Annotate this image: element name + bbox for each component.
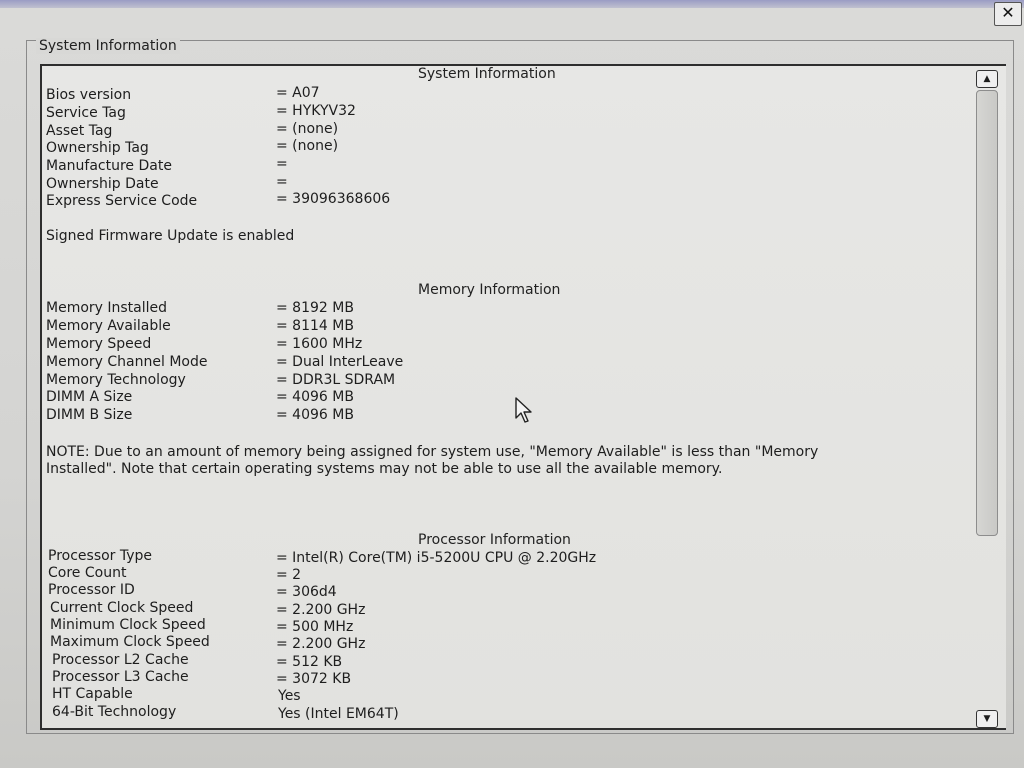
close-icon: ✕ <box>1001 3 1015 22</box>
row-label: Memory Available <box>46 318 171 334</box>
row-label: Processor Type <box>48 548 153 564</box>
row-label: Minimum Clock Speed <box>50 617 206 633</box>
row-value: = 8114 MB <box>276 318 354 334</box>
row-value: = 4096 MB <box>276 389 354 405</box>
row-label: Asset Tag <box>46 123 113 139</box>
arrow-down-icon: ▼ <box>983 714 991 724</box>
row-value: = 512 KB <box>276 654 343 670</box>
row-label: Memory Technology <box>46 372 186 388</box>
mouse-pointer-icon <box>514 396 536 424</box>
row-value: = 2 <box>276 567 302 583</box>
row-label: Ownership Date <box>46 176 159 192</box>
scroll-thumb[interactable] <box>976 90 998 536</box>
row-value: = 8192 MB <box>276 300 354 316</box>
row-value: = Dual InterLeave <box>276 354 404 370</box>
row-label: Manufacture Date <box>46 158 172 174</box>
row-label: Maximum Clock Speed <box>50 634 210 650</box>
row-value: = 39096368606 <box>276 191 391 207</box>
row-label: Express Service Code <box>46 193 198 209</box>
row-label: Processor L3 Cache <box>52 669 189 685</box>
row-label: Memory Speed <box>46 336 152 352</box>
row-label: Processor L2 Cache <box>52 652 189 668</box>
row-value: Yes <box>278 688 301 704</box>
row-value: = 2.200 GHz <box>276 602 366 618</box>
group-title: System Information <box>36 38 180 54</box>
row-label: Processor ID <box>48 582 135 598</box>
close-button[interactable] <box>994 2 1022 26</box>
system-info-heading: System Information <box>418 66 556 82</box>
row-value: = 2.200 GHz <box>276 636 366 652</box>
row-value: = 4096 MB <box>276 407 354 423</box>
row-label: DIMM A Size <box>46 389 133 405</box>
row-label: 64-Bit Technology <box>52 704 177 720</box>
memory-note: NOTE: Due to an amount of memory being assigned for system use, "Memory Available" is less than "Memory Installed". Note that certain operating systems may not be able to use all the available memory. <box>46 444 819 477</box>
scroll-down-button[interactable] <box>976 710 998 728</box>
scroll-up-button[interactable] <box>976 70 998 88</box>
firmware-note: Signed Firmware Update is enabled <box>46 228 295 244</box>
row-value: Yes (Intel EM64T) <box>278 706 399 722</box>
row-label: Bios version <box>46 87 132 103</box>
row-value: = 3072 KB <box>276 671 352 687</box>
row-value: = A07 <box>276 85 320 101</box>
row-label: Current Clock Speed <box>50 600 194 616</box>
vertical-scrollbar[interactable] <box>972 68 1000 730</box>
row-value: = Intel(R) Core(TM) i5-5200U CPU @ 2.20GHz <box>276 550 597 566</box>
row-value: = (none) <box>276 121 339 137</box>
row-label: Core Count <box>48 565 127 581</box>
memory-info-heading: Memory Information <box>418 282 561 298</box>
row-label: Service Tag <box>46 105 126 121</box>
row-value: = 306d4 <box>276 584 337 600</box>
row-value: = <box>276 156 288 172</box>
row-label: Memory Installed <box>46 300 168 316</box>
row-value: = (none) <box>276 138 339 154</box>
row-label: HT Capable <box>52 686 133 702</box>
row-value: = HYKYV32 <box>276 103 356 119</box>
row-value: = 500 MHz <box>276 619 354 635</box>
row-value: = 1600 MHz <box>276 336 363 352</box>
row-value: = <box>276 174 288 190</box>
row-label: DIMM B Size <box>46 407 133 423</box>
row-label: Memory Channel Mode <box>46 354 208 370</box>
processor-info-heading: Processor Information <box>418 532 571 548</box>
row-value: = DDR3L SDRAM <box>276 372 396 388</box>
row-label: Ownership Tag <box>46 140 149 156</box>
scroll-track[interactable] <box>974 88 998 712</box>
arrow-up-icon: ▲ <box>983 74 991 84</box>
